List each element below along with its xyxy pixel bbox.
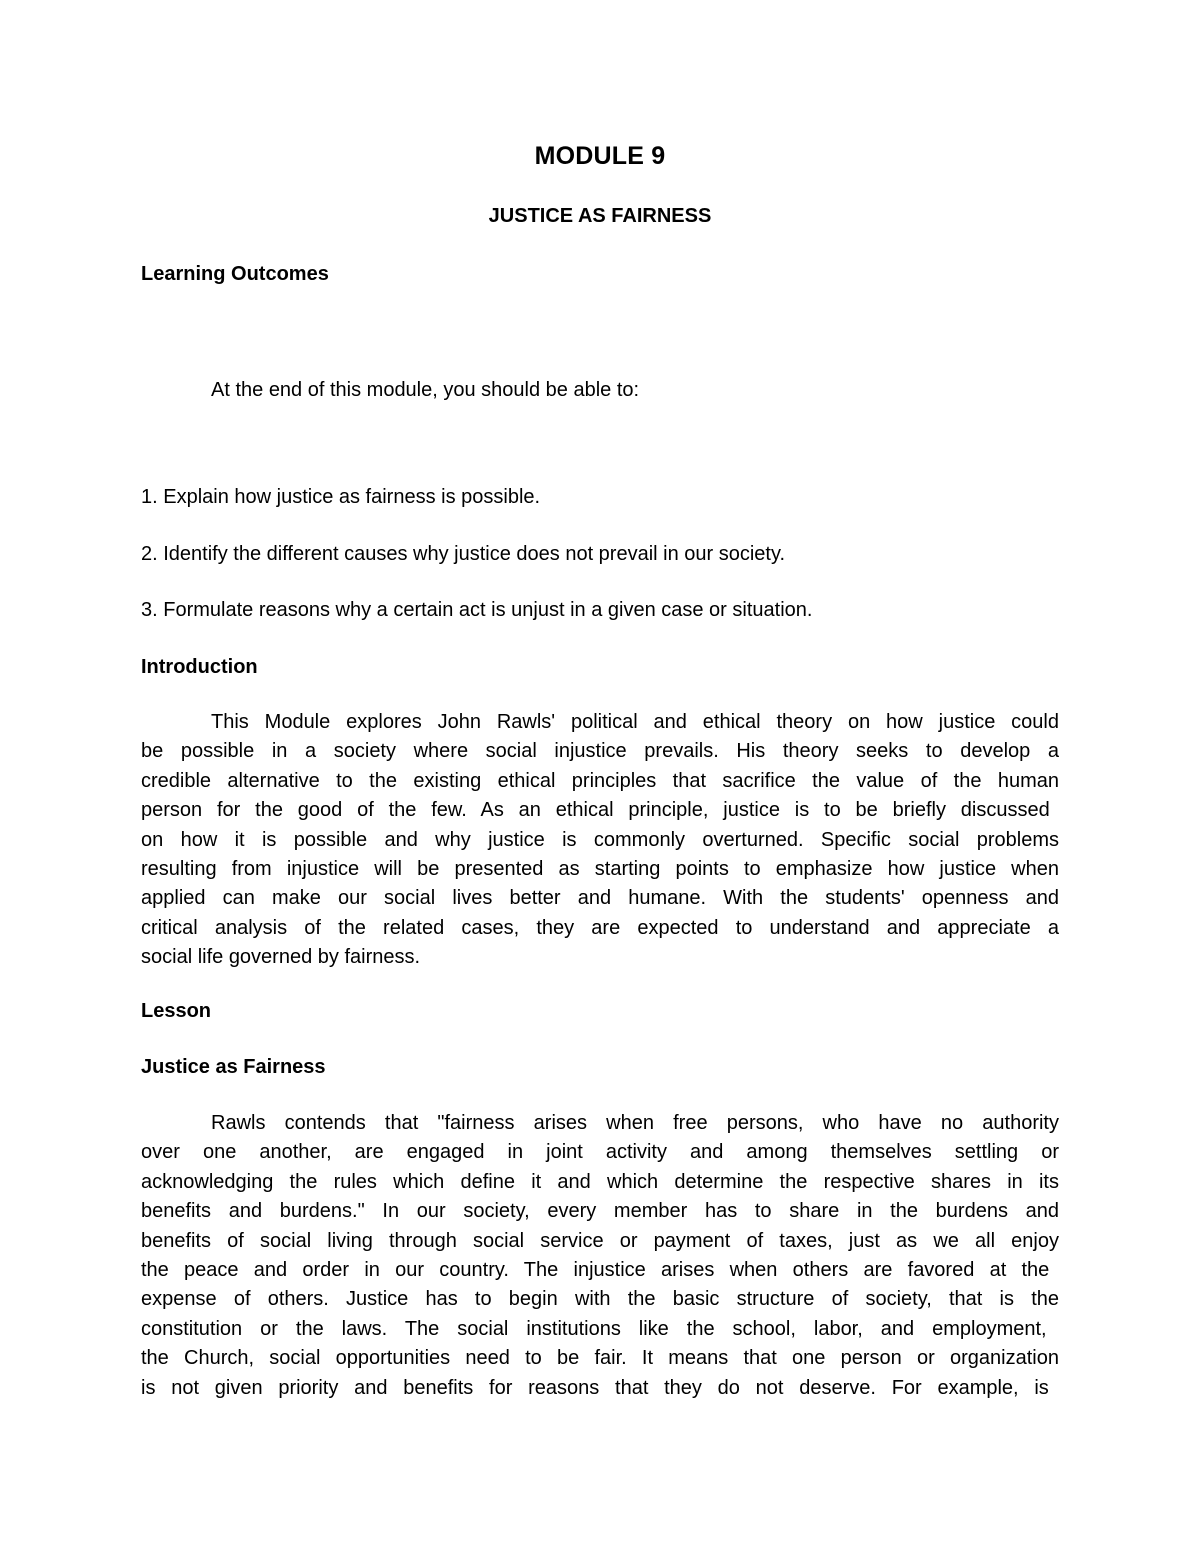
paragraph-line: over one another, are engaged in joint activity and among themselves settling or xyxy=(141,1141,1059,1164)
paragraph-line: social life governed by fairness. xyxy=(141,946,421,969)
paragraph-line: person for the good of the few. As an ethical principle, justice is to be briefly discussed xyxy=(141,799,1050,822)
lesson-paragraph xyxy=(141,1109,1059,1403)
paragraph-line: critical analysis of the related cases, they are expected to understand and appreciate a xyxy=(141,916,1059,939)
paragraph-line: constitution or the laws. The social institutions like the school, labor, and employment, xyxy=(141,1317,1047,1340)
module-title: MODULE 9 xyxy=(534,142,666,170)
outcome-item: 2. Identify the different causes why justice does not prevail in our society. xyxy=(141,543,786,565)
paragraph-line: resulting from injustice will be presented as starting points to emphasize how justice when xyxy=(141,857,1059,880)
paragraph-line: the peace and order in our country. The injustice arises when others are favored at the xyxy=(141,1258,1050,1281)
learning-outcomes-heading: Learning Outcomes xyxy=(141,263,329,285)
paragraph-line: the Church, social opportunities need to be fair. It means that one person or organization xyxy=(141,1347,1059,1370)
paragraph-line: benefits of social living through social service or payment of taxes, just as we all enjoy xyxy=(141,1229,1059,1252)
paragraph-line: expense of others. Justice has to begin with the basic structure of society, that is the xyxy=(141,1288,1059,1311)
introduction-heading: Introduction xyxy=(141,656,258,678)
paragraph-line: Rawls contends that "fairness arises when free persons, who have no authority xyxy=(211,1112,1059,1134)
learning-outcomes-lead: At the end of this module, you should be able to: xyxy=(211,379,640,401)
paragraph-line: is not given priority and benefits for reasons that they do not deserve. For example, is xyxy=(141,1376,1049,1399)
paragraph-line: acknowledging the rules which define it and which determine the respective shares in its xyxy=(141,1170,1059,1193)
paragraph-line: applied can make our social lives better and humane. With the students' openness and xyxy=(141,887,1059,910)
paragraph-line: on how it is possible and why justice is commonly overturned. Specific social problems xyxy=(141,828,1059,851)
paragraph-line: benefits and burdens." In our society, every member has to share in the burdens and xyxy=(141,1200,1059,1223)
introduction-paragraph xyxy=(141,708,1059,973)
paragraph-line: be possible in a society where social injustice prevails. His theory seeks to develop a xyxy=(141,740,1059,763)
outcome-item: 3. Formulate reasons why a certain act is unjust in a given case or situation. xyxy=(141,599,813,621)
paragraph-line: This Module explores John Rawls' political and ethical theory on how justice could xyxy=(211,711,1059,733)
paragraph-line: credible alternative to the existing ethical principles that sacrifice the value of the human xyxy=(141,769,1059,792)
lesson-subheading: Justice as Fairness xyxy=(141,1056,326,1078)
lesson-heading: Lesson xyxy=(141,1000,212,1022)
outcome-item: 1. Explain how justice as fairness is possible. xyxy=(141,486,541,508)
module-subtitle: JUSTICE AS FAIRNESS xyxy=(488,205,712,227)
